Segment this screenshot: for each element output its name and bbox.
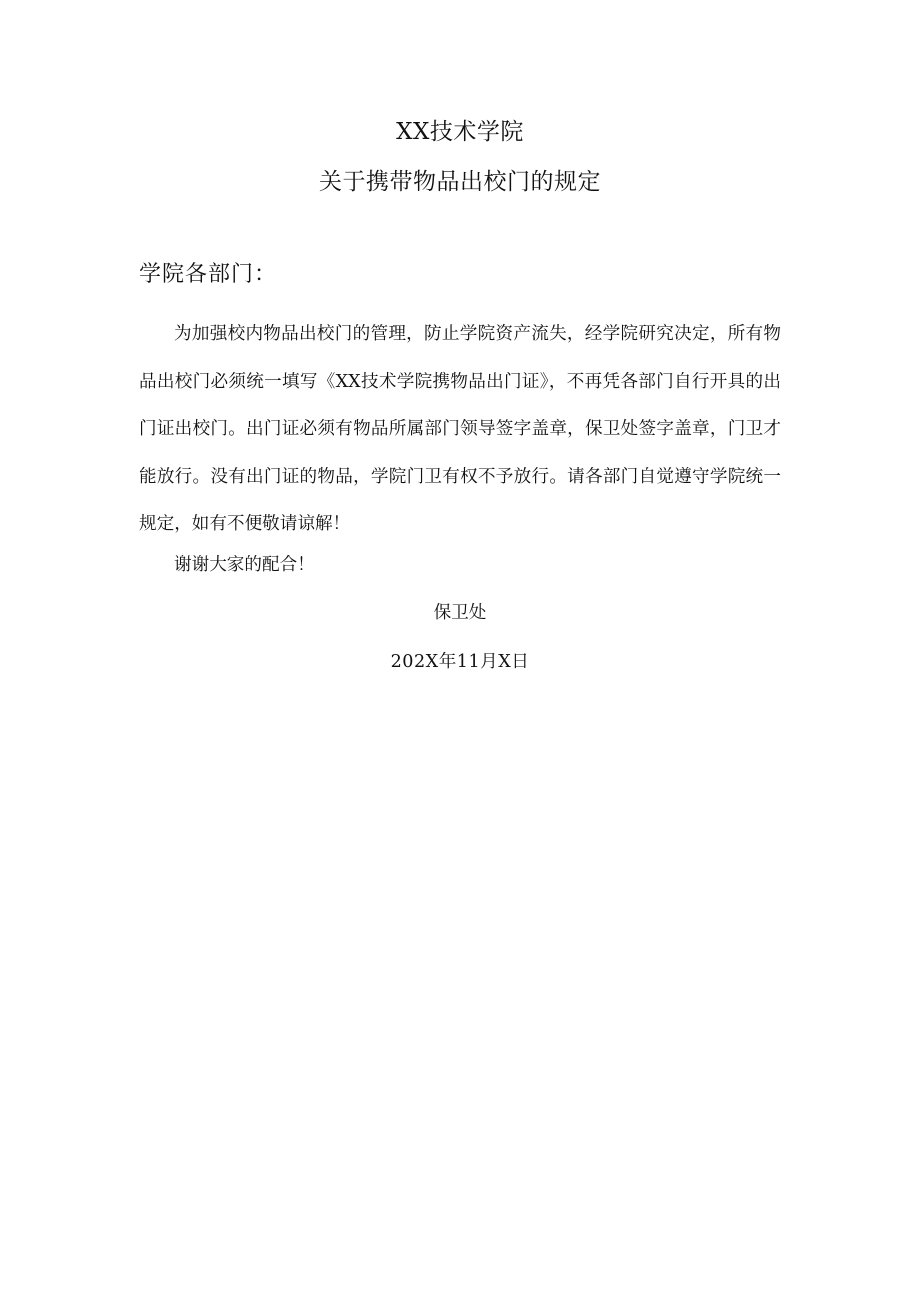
document-title-subject: 关于携带物品出校门的规定 [319,169,601,195]
thanks-line: 谢谢大家的配合！ [174,555,315,575]
body-paragraph: 为加强校内物品出校门的管理，防止学院资产流失，经学院研究决定，所有物品出校门必须统一填写《XX技术学院携物品出门证》，不再凭各部门自行开具的出门证出校门。出门证必须有物品所属部门领导签字盖章，保卫处签字盖章，门卫才能放行。没有出门证的物品，学院门卫有权不予放行。请各部门自觉遵守学院统一规定，如有不便敬请谅解！ [139,324,781,534]
signature-date: 202X年11月X日 [390,652,530,672]
signature-department: 保卫处 [433,603,487,623]
document-title-institution: XX技术学院 [396,119,524,145]
salutation: 学院各部门： [139,262,278,287]
